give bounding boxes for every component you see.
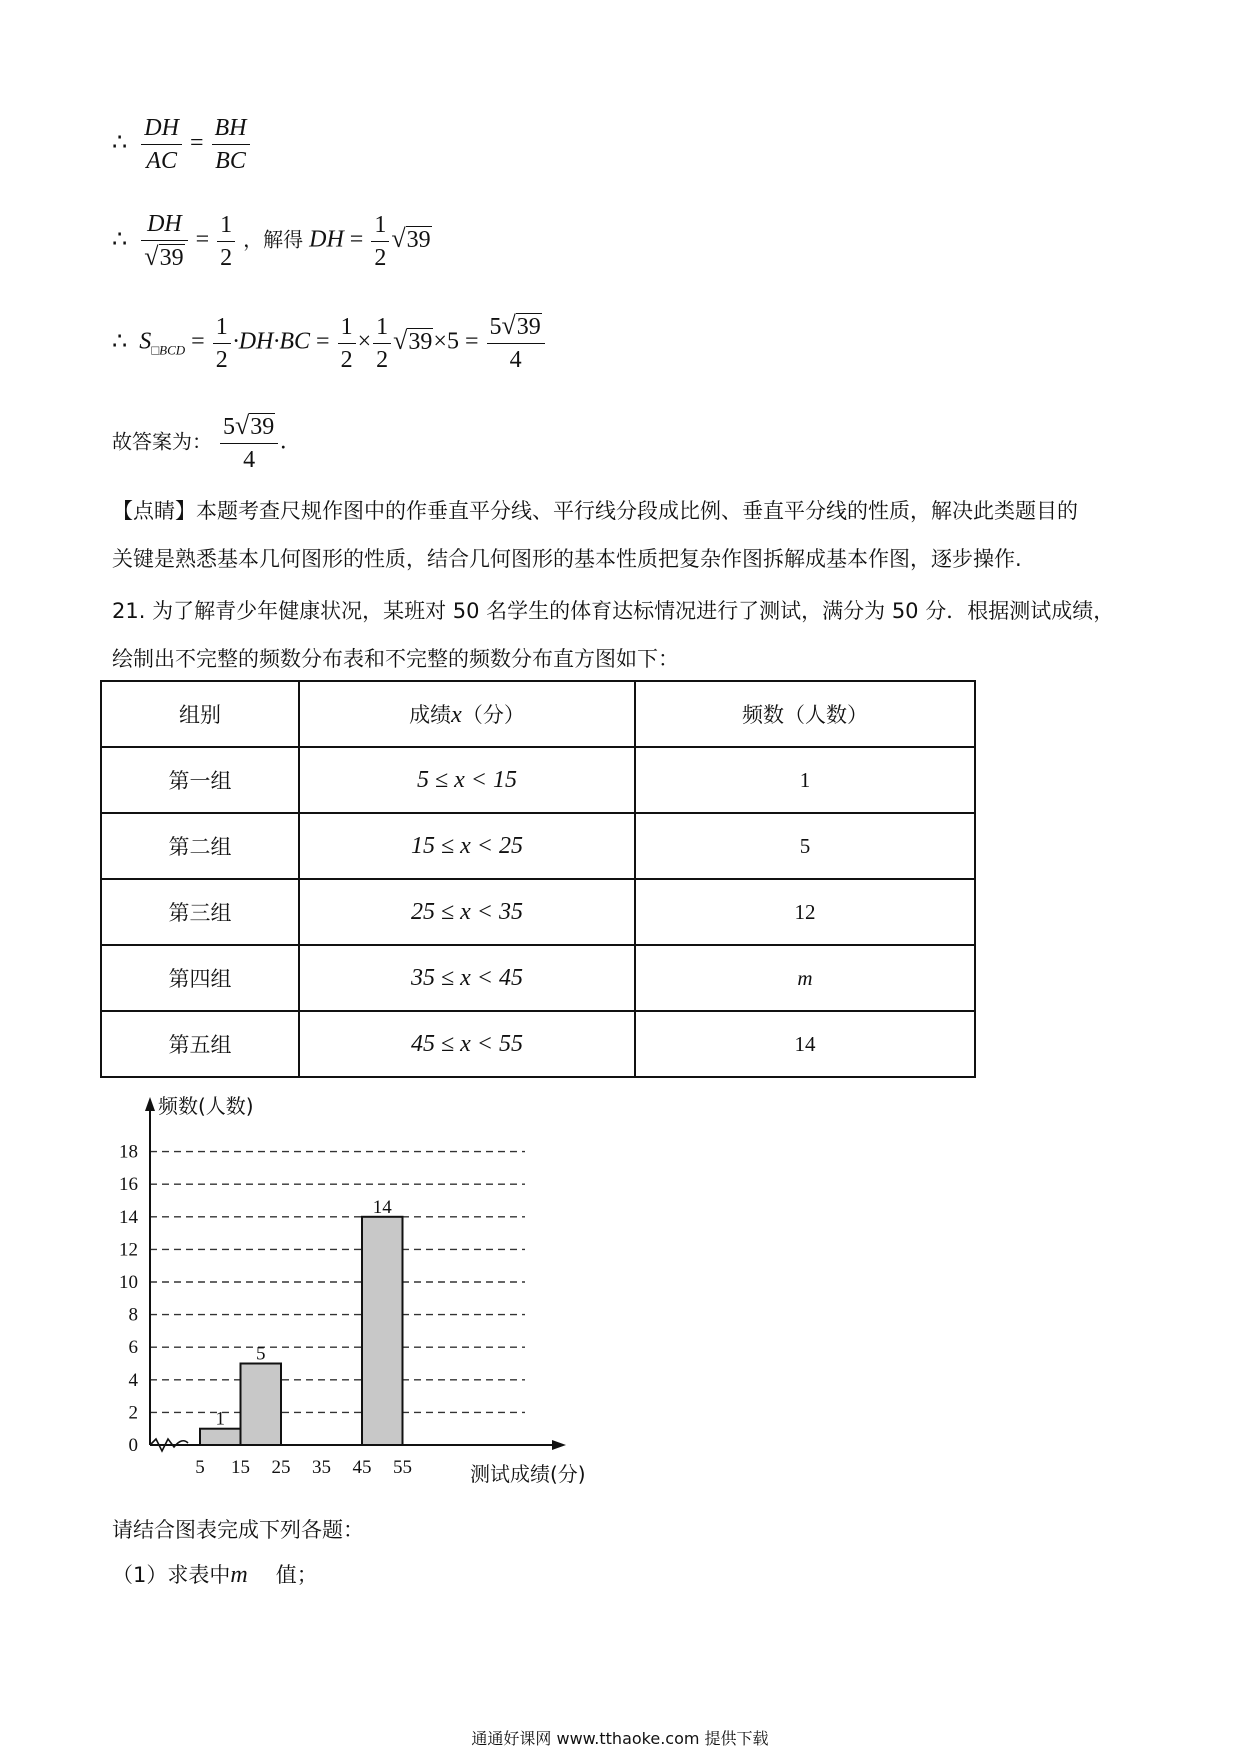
therefore-symbol: ∴: [112, 130, 128, 157]
y-tick-label: 0: [128, 1435, 138, 1456]
x-tick-label: 15: [231, 1457, 250, 1478]
histogram-bar: [362, 1217, 403, 1445]
x-axis-arrow: [552, 1440, 566, 1450]
histogram-bar: [241, 1364, 282, 1446]
y-tick-label: 10: [119, 1272, 138, 1293]
equation-proportion: ∴ $\frac{DH}{AC}$ = $\frac{BH}{BC}$: [112, 112, 252, 177]
x-tick-label: 25: [271, 1457, 291, 1478]
header-frequency: 频数（人数）: [635, 681, 975, 747]
table-row: 第四组 35 ≤ x < 45 m: [101, 945, 975, 1011]
histogram-bar: [200, 1429, 241, 1445]
x-axis-title: 测试成绩(分): [470, 1462, 586, 1486]
bar-value-label: 14: [372, 1196, 392, 1218]
bar-value-label: 1: [215, 1408, 225, 1430]
page-footer: 通通好课网 www.tthaoke.com 提供下载: [471, 1729, 769, 1748]
question-1: （1）求表中m 值；: [112, 1562, 318, 1588]
answer-line: 故答案为： $\frac{5√39}{4}$ .: [112, 411, 287, 473]
y-tick-label: 12: [119, 1239, 138, 1261]
followup-prompt: 请结合图表完成下列各题：: [112, 1518, 364, 1542]
y-tick-label: 16: [119, 1174, 138, 1196]
y-tick-label: 14: [119, 1206, 138, 1228]
therefore-symbol: ∴: [112, 328, 128, 355]
x-tick-label: 35: [312, 1457, 331, 1478]
y-tick-label: 8: [128, 1304, 138, 1326]
header-group: 组别: [101, 681, 299, 747]
y-tick-label: 2: [128, 1402, 138, 1424]
therefore-symbol: ∴: [112, 226, 128, 253]
bar-value-label: 5: [256, 1343, 266, 1365]
comment-paragraph: 【点睛】本题考查尺规作图中的作垂直平分线、平行线分段成比例、垂直平分线的性质，解决此类题目的 关键是熟悉基本几何图形的性质，结合几何图形的基本性质把复杂作图拆解成基本作图，逐步操作.: [112, 499, 1078, 571]
y-tick-label: 6: [128, 1337, 138, 1359]
y-tick-label: 18: [119, 1141, 138, 1163]
header-score: 成绩x（分）: [299, 681, 635, 747]
y-axis-arrow: [145, 1097, 155, 1111]
question-paragraph: 21. 为了解青少年健康状况，某班对 50 名学生的体育达标情况进行了测试，满分为 50 分．根据测试成绩， 绘制出不完整的频数分布表和不完整的频数分布直方图如下：: [112, 599, 1115, 671]
equation-area: ∴ $S_{□BCD}$ = $\frac{1}{2}$ ·DH·BC = $\frac{1}{2}$ × $\frac{1}{2}$ √39×5 = $\frac{5√39}{4}$: [112, 310, 547, 376]
table-row: 第五组 45 ≤ x < 55 14: [101, 1011, 975, 1077]
frequency-histogram: [100, 1095, 620, 1505]
table-row: 第二组 15 ≤ x < 25 5: [101, 813, 975, 879]
frequency-table: [100, 680, 976, 1078]
fraction-one-half: $\frac{1}{2}$: [217, 209, 235, 274]
y-axis-title: 频数(人数): [158, 1095, 254, 1118]
x-tick-label: 55: [393, 1457, 412, 1478]
x-tick-label: 45: [352, 1457, 372, 1478]
table-row: 第一组 5 ≤ x < 15 1: [101, 747, 975, 813]
table-row: 第三组 25 ≤ x < 35 12: [101, 879, 975, 945]
equation-solve-dh: ∴ $\frac{DH}{√39}$ = $\frac{1}{2}$ ，解得 DH = $\frac{1}{2}$ √39: [112, 208, 432, 274]
fraction-dh-sqrt39: $\frac{DH}{√39}$: [141, 208, 187, 274]
fraction-dh-ac: $\frac{DH}{AC}$: [141, 112, 182, 177]
x-tick-label: 5: [195, 1457, 205, 1478]
y-tick-label: 4: [128, 1369, 138, 1391]
fraction-bh-bc: $\frac{BH}{BC}$: [212, 112, 250, 177]
table-header-row: [101, 681, 975, 747]
